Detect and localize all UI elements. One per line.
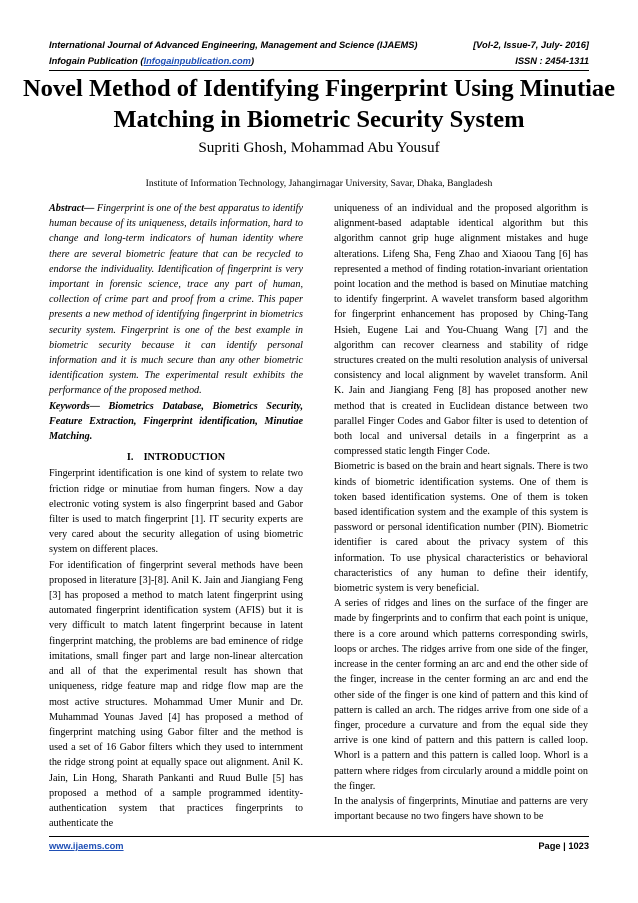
keywords	[49, 399, 303, 445]
intro-paragraph-4: Biometric is based on the brain and heart signals. There is two kinds of biometric identification systems. One of them is token based identification systems. One of them is token based identification system and the example of this system is password or personal identification number (PIN). Biometric identifier is cared about the privacy system of this information. To use physical characteristics or behavioral characteristics of any human to define their identify, biometric system is very beneficial.	[334, 461, 588, 595]
header-rule	[49, 70, 589, 71]
section-heading-introduction: I. INTRODUCTION	[126, 452, 226, 464]
intro-paragraph-5: A series of ridges and lines on the surface of the finger are made by fingerprints and to confirm that each point is unique, there is a core around which patterns corresponding swirls, loops or arches. The ridges arrive from one side of the finger, increase in the center forming an arc and end the other side of the finger, increase in the center forming an arc and end the other side of the finger is one kind of pattern and this kind of pattern is called an arch. The ridges arrive from one side of a finger, procedure a curvature and from the equal side they arrive is one kind of pattern and this pattern is called loop. Whorl is a pattern and this pattern is called loop. Whorl is a pattern where ridges from circularly around a middle point on the finger.	[334, 598, 588, 792]
footer-website-link[interactable]: www.ijaems.com	[49, 841, 124, 851]
publisher-prefix: Infogain Publication (	[49, 56, 144, 66]
paper-title: Novel Method of Identifying Fingerprint Using Minutiae Matching in Biometric Security System	[22, 75, 616, 133]
keywords-label: Keywords—	[49, 400, 100, 412]
volume-info: [Vol-2, Issue-7, July- 2016]	[473, 40, 589, 50]
publisher-link[interactable]: Infogainpublication.com	[143, 56, 251, 66]
intro-paragraph-1: Fingerprint identification is one kind of system to relate two friction ridge or minutiae from human fingers. Now a day electronic voting system is also fingerprint based and Gabor filter is used to match fingerprint [1]. IT security experts are very cared about the security allegation of using biometric system on different places.	[49, 468, 303, 556]
right-column	[334, 201, 588, 824]
publisher-suffix: )	[250, 56, 255, 66]
abstract-text: Fingerprint is one of the best apparatus to identify human because of its uniqueness, details information, hard to change and long-term indicators of human identity where there are several biometric feature that can be recycled to endorse the individuality. Identification of fingerprint is very important in forensic science, trace any part of human, collection of crime part and proof from a crime. This paper presents a new method of identifying fingerprint in biometrics security system. Fingerprint is one of the best example in biometric security because it can identify personal information and it is much secure than any other biometric identification system. The experimental result exhibits the performance of the proposed method.	[49, 203, 303, 397]
intro-paragraph-6: In the analysis of fingerprints, Minutiae and patterns are very important because no two fingers have shown to be	[334, 795, 588, 823]
intro-paragraph-3: uniqueness of an individual and the proposed algorithm is alignment-based adaptable identical algorithm but this algorithm cannot grip huge alignment mistakes and huge alterations. Lifeng Sha, Feng Zhao and Xiaoou Tang [6] has represented a method of finding rotation-invariant orientation point location and the method is based on Minutiae matching to identify fingerprint. A wavelet transform based algorithm for fingerprint enhancement has proposed by Ching-Tang Hsieh, Eugene Lai and You-Chuang Wang [7] and the algorithm can recover clearness and stability of ridge structures created on the multi resolution analysis of universal consistency and local alignment by wavelet transform. Anil K. Jain and Jiangiang Feng [8] has proposed another new method that is created in Euclidean distance between two parallel Finger Codes and Gabor filter is used to detention of both local and universal details in a fingerprint as a compressed static length Finger Code.	[334, 203, 588, 458]
intro-paragraph-2: For identification of fingerprint several methods have been proposed in literature [3]-[8]. Anil K. Jain and Jiangiang Feng [3] has proposed a method to match latent fingerprint using automated fingerprint identification system (AFIS) but it is very difficult to match latent fingerprint because in latent fingerprint matching, the problems are bad eminence of ridge imitations, small finger part and large non-linear altercation and all of that the experimental result has shown that uniqueness, ridge feature map and ridge flow map are the most active structures. Mohammad Umer Munir and Dr. Muhammad Younas Javed [4] has proposed a method of fingerprint matching using Gabor filter and the method is used a set of 16 Gabor filters which they used to internment the ridge strong point at equally space out alignment. Anil K. Jain, Lin Hong, Sharath Pankanti and Ruud Bulle [5] has proposed a method of a sample programmed identity-authentication system that practices fingerprints to authenticate the	[49, 559, 303, 830]
running-header-line1	[49, 40, 589, 50]
footer-rule	[49, 836, 589, 837]
issn: ISSN : 2454-1311	[515, 56, 589, 66]
page-number: Page | 1023	[538, 841, 589, 851]
abstract	[49, 201, 303, 399]
paper-authors: Supriti Ghosh, Mohammad Abu Yousuf	[198, 139, 440, 156]
abstract-label: Abstract—	[49, 203, 95, 214]
left-column	[49, 201, 303, 831]
keywords-text: Biometrics Database, Biometrics Security, Feature Extraction, Fingerprint identification, Minutiae Matching.	[49, 400, 303, 443]
paper-affiliation: Institute of Information Technology, Jahangirnagar University, Savar, Dhaka, Bangladesh	[145, 178, 493, 189]
running-header-line2	[49, 56, 589, 66]
journal-name: International Journal of Advanced Engineering, Management and Science (IJAEMS)	[49, 40, 418, 50]
